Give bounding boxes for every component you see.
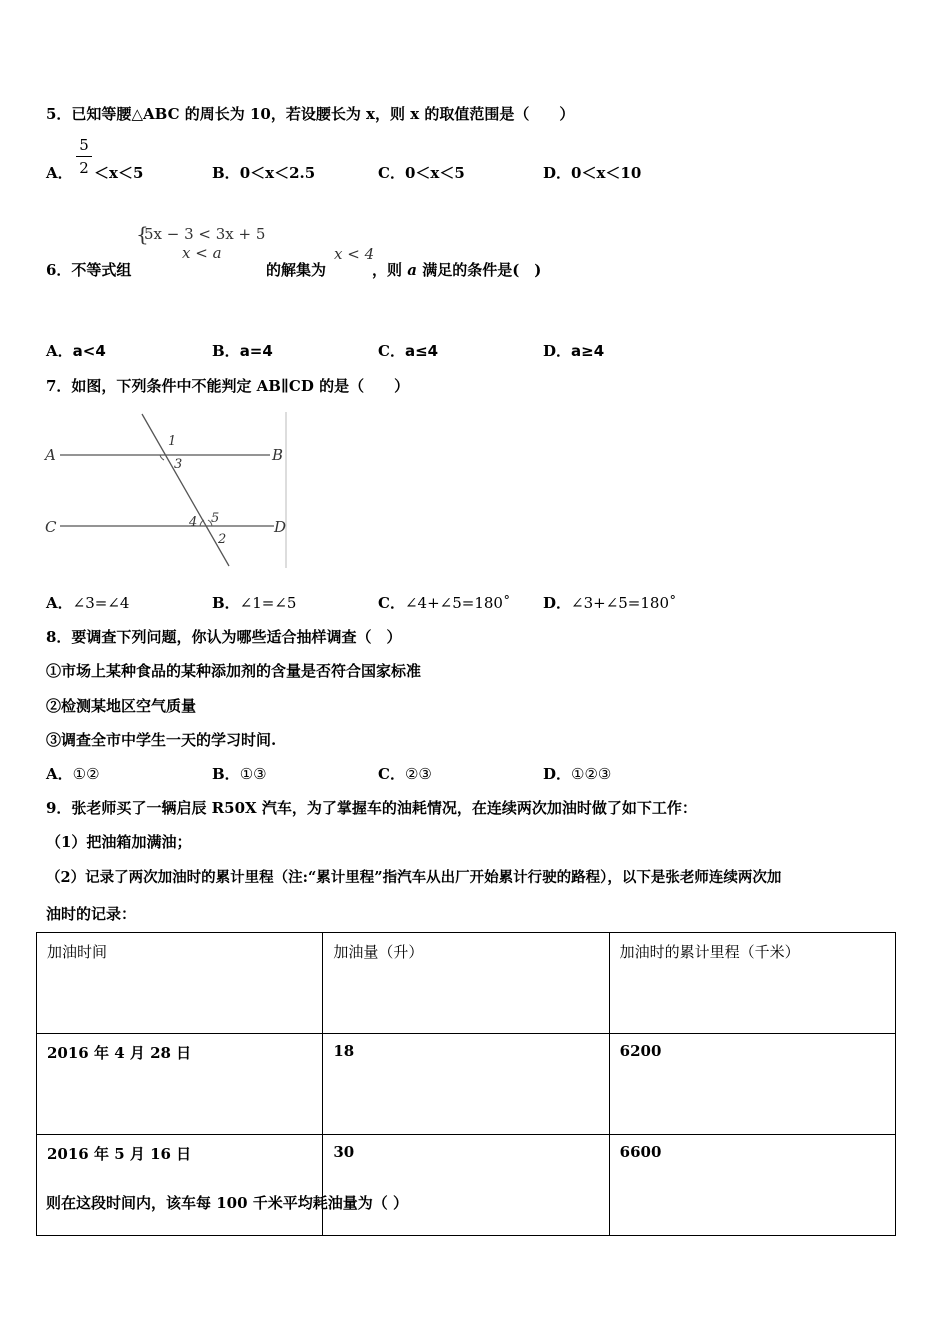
- option-text: ∠3=∠4: [72, 594, 130, 612]
- q8-option-a: [46, 763, 100, 784]
- q6-option-d: [543, 340, 604, 361]
- option-label: D．: [543, 164, 572, 182]
- q5-option-a-fraction: [76, 136, 92, 177]
- transversal: [142, 414, 229, 566]
- option-label: D．: [543, 594, 572, 612]
- q7-option-a: [46, 592, 129, 613]
- system-brace: {: [136, 222, 149, 246]
- q6-option-a: [46, 340, 106, 361]
- table-cell: 18: [323, 1034, 609, 1135]
- q5-option-d: [543, 162, 641, 183]
- table-row: [37, 1135, 896, 1236]
- label-d: D: [274, 518, 287, 536]
- q6-system-line1: 5x − 3 < 3x + 5: [144, 225, 266, 243]
- option-text: ①②③: [571, 765, 612, 783]
- option-label: C．: [378, 594, 405, 612]
- angle-label-3: 3: [174, 457, 183, 472]
- option-text: 0＜x＜2.5: [239, 164, 316, 182]
- q7-stem: 7．如图，下列条件中不能判定 AB∥CD 的是（ ）: [46, 377, 410, 395]
- label-a: A: [45, 446, 56, 464]
- q5-option-a: [46, 162, 73, 183]
- q8-item-3: ③调查全市中学生一天的学习时间.: [46, 731, 277, 749]
- q6-solution: x < 4: [334, 245, 375, 263]
- option-text: ∠4+∠5=180˚: [404, 594, 511, 612]
- q8-stem: 8．要调查下列问题，你认为哪些适合抽样调查（ ）: [46, 628, 402, 646]
- option-text: ②③: [404, 765, 432, 783]
- angle-label-4: 4: [189, 515, 198, 530]
- q6-suffix-1: ，则: [372, 261, 408, 279]
- angle-arc-3: [160, 455, 164, 460]
- option-text: ①③: [239, 765, 267, 783]
- table-row: [37, 1034, 896, 1135]
- option-text: a≥4: [571, 342, 605, 360]
- table-header: 加油量（升）: [323, 933, 609, 1034]
- table-cell: 2016 年 4 月 28 日: [37, 1034, 323, 1135]
- q6-var: a: [407, 261, 417, 279]
- q8-option-b: [212, 763, 267, 784]
- table-cell: 6200: [609, 1034, 895, 1135]
- option-text: 0＜x＜5: [404, 164, 465, 182]
- option-label: C．: [378, 342, 405, 360]
- option-text: ①②: [72, 765, 100, 783]
- q5-option-b: [212, 162, 315, 183]
- refuel-record-table: [36, 932, 896, 1236]
- option-label: D．: [543, 342, 572, 360]
- fraction-bar: [76, 156, 92, 157]
- q9-step-2-line-1: （2）记录了两次加油时的累计里程（注:“累计里程”指汽车从出厂开始累计行驶的路程），以下是张老师连续两次加: [46, 869, 782, 886]
- table-header: 加油时的累计里程（千米）: [609, 933, 895, 1034]
- option-text: a≤4: [404, 342, 439, 360]
- q6-prefix: 6．不等式组: [46, 261, 132, 279]
- option-label: D．: [543, 765, 572, 783]
- angle-label-1: 1: [168, 434, 177, 449]
- angle-arc-4: [200, 520, 204, 526]
- q6-option-b: [212, 340, 273, 361]
- option-label: C．: [378, 164, 405, 182]
- q9-question: 则在这段时间内，该车每 100 千米平均耗油量为（ ）: [46, 1194, 408, 1212]
- q7-option-d: [543, 592, 677, 613]
- label-c: C: [45, 518, 57, 536]
- option-text: ∠1=∠5: [239, 594, 297, 612]
- q6-option-c: [378, 340, 438, 361]
- q5-option-a-label: A．: [46, 164, 73, 182]
- fraction-denominator: 2: [79, 159, 89, 177]
- table-cell: 30: [323, 1135, 609, 1236]
- q8-option-c: [378, 763, 432, 784]
- option-label: B．: [212, 765, 240, 783]
- option-label: A．: [46, 594, 73, 612]
- q6-suffix-2: 满足的条件是( ): [416, 261, 542, 279]
- option-text: 0＜x＜10: [571, 164, 642, 182]
- q8-item-1: ①市场上某种食品的某种添加剂的含量是否符合国家标准: [46, 662, 422, 680]
- q8-option-d: [543, 763, 611, 784]
- q6-system-line2: x < a: [182, 244, 222, 262]
- q5-stem: 5．已知等腰△ABC 的周长为 10，若设腰长为 x，则 x 的取值范围是（ ）: [46, 105, 575, 123]
- q5-option-c: [378, 162, 465, 183]
- q9-step-2-line-2: 油时的记录：: [46, 905, 137, 923]
- angle-label-5: 5: [211, 511, 220, 526]
- table-header-row: [37, 933, 896, 1034]
- option-label: B．: [212, 342, 240, 360]
- table-header: 加油时间: [37, 933, 323, 1034]
- option-text: ∠3+∠5=180˚: [571, 594, 677, 612]
- q7-option-b: [212, 592, 296, 613]
- q9-stem: 9．张老师买了一辆启辰 R50X 汽车，为了掌握车的油耗情况，在连续两次加油时做了如下工作：: [46, 799, 697, 817]
- fraction-numerator: 5: [79, 136, 89, 154]
- q9-step-1: （1）把油箱加满油；: [46, 833, 192, 851]
- table-cell: 2016 年 5 月 16 日: [37, 1135, 323, 1236]
- option-text: a<4: [72, 342, 106, 360]
- option-label: B．: [212, 594, 240, 612]
- table-cell: 6600: [609, 1135, 895, 1236]
- q7-option-c: [378, 592, 510, 613]
- q6-middle: 的解集为: [266, 261, 327, 279]
- option-text: a=4: [239, 342, 273, 360]
- q6-suffix: [372, 259, 541, 280]
- label-b: B: [272, 446, 284, 464]
- option-label: A．: [46, 765, 73, 783]
- option-label: C．: [378, 765, 405, 783]
- q8-item-2: ②检测某地区空气质量: [46, 697, 197, 715]
- q5-option-a-text: ＜x＜5: [94, 164, 144, 182]
- option-label: A．: [46, 342, 73, 360]
- angle-label-2: 2: [218, 532, 227, 547]
- q7-figure: [42, 412, 288, 570]
- option-label: B．: [212, 164, 240, 182]
